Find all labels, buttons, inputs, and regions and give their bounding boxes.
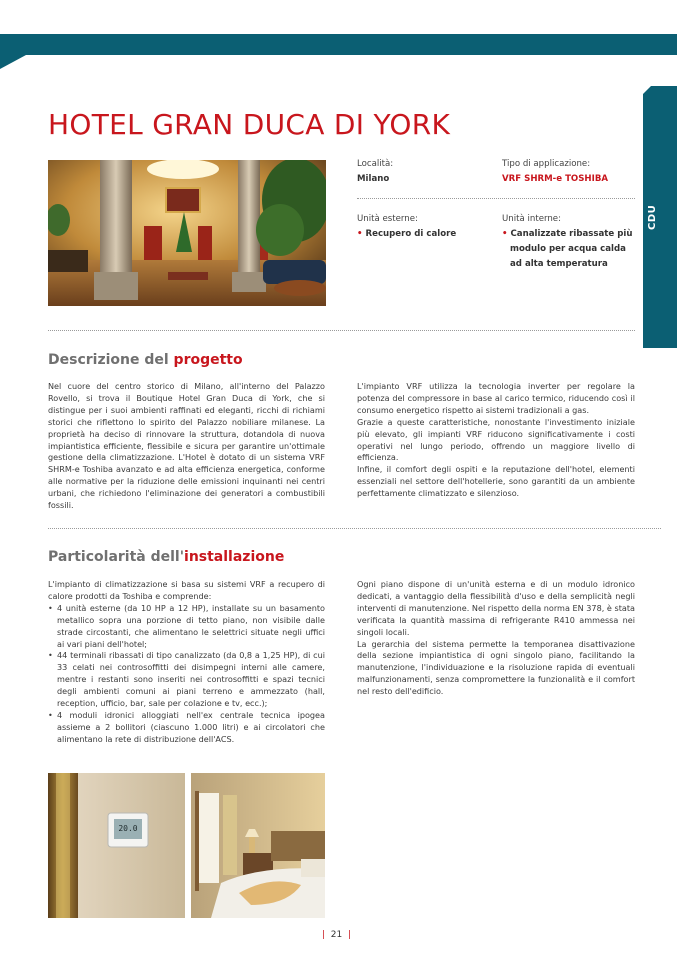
footer-bar-right: | [347,930,352,940]
side-tab-corner [643,86,651,94]
tipo-label: Tipo di applicazione: [502,159,591,169]
installazione-paragraph: La gerarchia del sistema permette la temporanea disattivazione della sezione impiantistica di ogni singolo piano, facilitando la manutenzione, l'individuazione e la risoluzione rapida di eventuali malfunzionamenti, senza compromettere la funzionalità e il comfort nel resto dell'edificio. [357,638,635,697]
descrizione-col1 [48,381,325,512]
hotel-lobby-photo [48,160,326,306]
page-footer [322,930,351,940]
hotel-room-photo [191,773,325,918]
list-item: • 4 moduli idronici alloggiati nell'ex centrale tecnica ipogea assieme a 2 bollitori (ciascuno 1.000 litri) e ai circolatori che alimentano la rete di distribuzione dell'ACS. [48,710,325,746]
interne-value-line1: Canalizzate ribassate più [510,229,633,239]
info-localita [357,157,393,187]
info-tipo [502,157,608,187]
section-divider-2 [48,528,661,529]
localita-label: Località: [357,159,394,169]
installazione-col1 [48,579,325,746]
list-item: • 44 terminali ribassati di tipo canalizzato (da 0,8 a 1,25 HP), di cui 33 celati nei controsoffitti dei disimpegni interni alle camere, mentre i restanti sono inseriti nei controsoffitti e spazi tecnici degli ambienti comuni ai piani terreno e ammezzato (hall, reception, ufficio, bar, sale per colazione e tv, ecc.); [48,650,325,710]
list-item: • 4 unità esterne (da 10 HP a 12 HP), installate su un basamento metallico sopra una porzione di tetto piano, non visibile dalle strade circostanti, che alimentano le selettrici situate negli uffici ai vari piani dell'hotel; [48,603,325,651]
page-number: 21 [330,930,343,940]
installazione-paragraph: Ogni piano dispone di un'unità esterna e di un modulo idronico dedicati, a vantaggio della flessibilità d'uso e della semplicità negli interventi di manutenzione. Nel rispetto della norma EN 378, è stata verificata la quantità massima di refrigerante R410 ammessa nei singoli locali. [357,579,635,637]
info-divider [357,198,635,199]
footer-bar-left: | [322,930,326,940]
tipo-value: VRF SHRM-e TOSHIBA [502,174,609,184]
bullet-icon: • [357,229,363,239]
header-band [0,34,677,55]
installazione-list [48,603,325,746]
descrizione-paragraph: Grazie a queste caratteristiche, nonostante l'investimento iniziale più elevato, gli impianti VRF riducono significativamente i costi operativi nel lungo periodo, offrendo un maggiore livello di efficienza. [357,416,635,463]
page-title: HOTEL GRAN DUCA DI YORK [48,108,451,141]
section-divider-1 [48,330,635,331]
installazione-col2 [357,579,635,698]
thermostat-display: 20.0 [118,824,138,833]
localita-value: Milano [357,174,390,184]
descrizione-heading-pre: Descrizione del [48,352,174,368]
descrizione-heading-highlight: progetto [173,352,243,368]
installazione-heading-highlight: installazione [184,549,285,565]
installazione-heading [48,549,284,565]
thermostat-photo [48,773,185,918]
installazione-intro: L'impianto di climatizzazione si basa su sistemi VRF a recupero di calore prodotti da Toshiba e comprende: [48,579,325,601]
interne-value-line3: ad alta temperatura [510,259,608,269]
info-interne [502,212,632,272]
descrizione-col2 [357,381,635,500]
descrizione-paragraph: Infine, il comfort degli ospiti e la reputazione dell'hotel, elementi essenziali nel settore dell'hotellerie, sono garantiti da un ambiente perfettamente climatizzato e silenzioso. [357,464,635,499]
info-esterne [357,212,456,242]
header-band-tab [0,55,26,69]
interne-label: Unità interne: [502,214,561,224]
bullet-icon: • [502,229,508,239]
esterne-label: Unità esterne: [357,214,418,224]
descrizione-paragraph: L'impianto VRF utilizza la tecnologia inverter per regolare la potenza del compressore in base al carico termico, riducendo così il consumo energetico rispetto ai sistemi tradizionali a gas. [357,381,635,415]
side-tab-label: CDU [647,204,658,230]
esterne-value: Recupero di calore [365,229,457,239]
interne-value-line2: modulo per acqua calda [510,244,626,254]
descrizione-heading [48,352,243,368]
descrizione-paragraph: Nel cuore del centro storico di Milano, all'interno del Palazzo Rovello, si trova il Boutique Hotel Gran Duca di York, che si distingue per i suoi ambienti raffinati ed eleganti, ricchi di richiami storici che riflettono lo spirito del Palazzo nobiliare milanese. La proprietà ha deciso di rinnovare la struttura, dotandola di nuova impiantistica efficiente, flessibile e sicura per garantire un'ottimale gestione della climatizzazione. L'Hotel è dotato di un sistema VRF SHRM-e Toshiba avanzato e ad alta efficienza energetica, conforme alle normative per la riduzione delle emissioni inquinanti nei centri urbani, che richiedono l'eliminazione dei generatori a combustibili fossili. [48,381,325,511]
installazione-heading-pre: Particolarità dell' [48,549,185,565]
